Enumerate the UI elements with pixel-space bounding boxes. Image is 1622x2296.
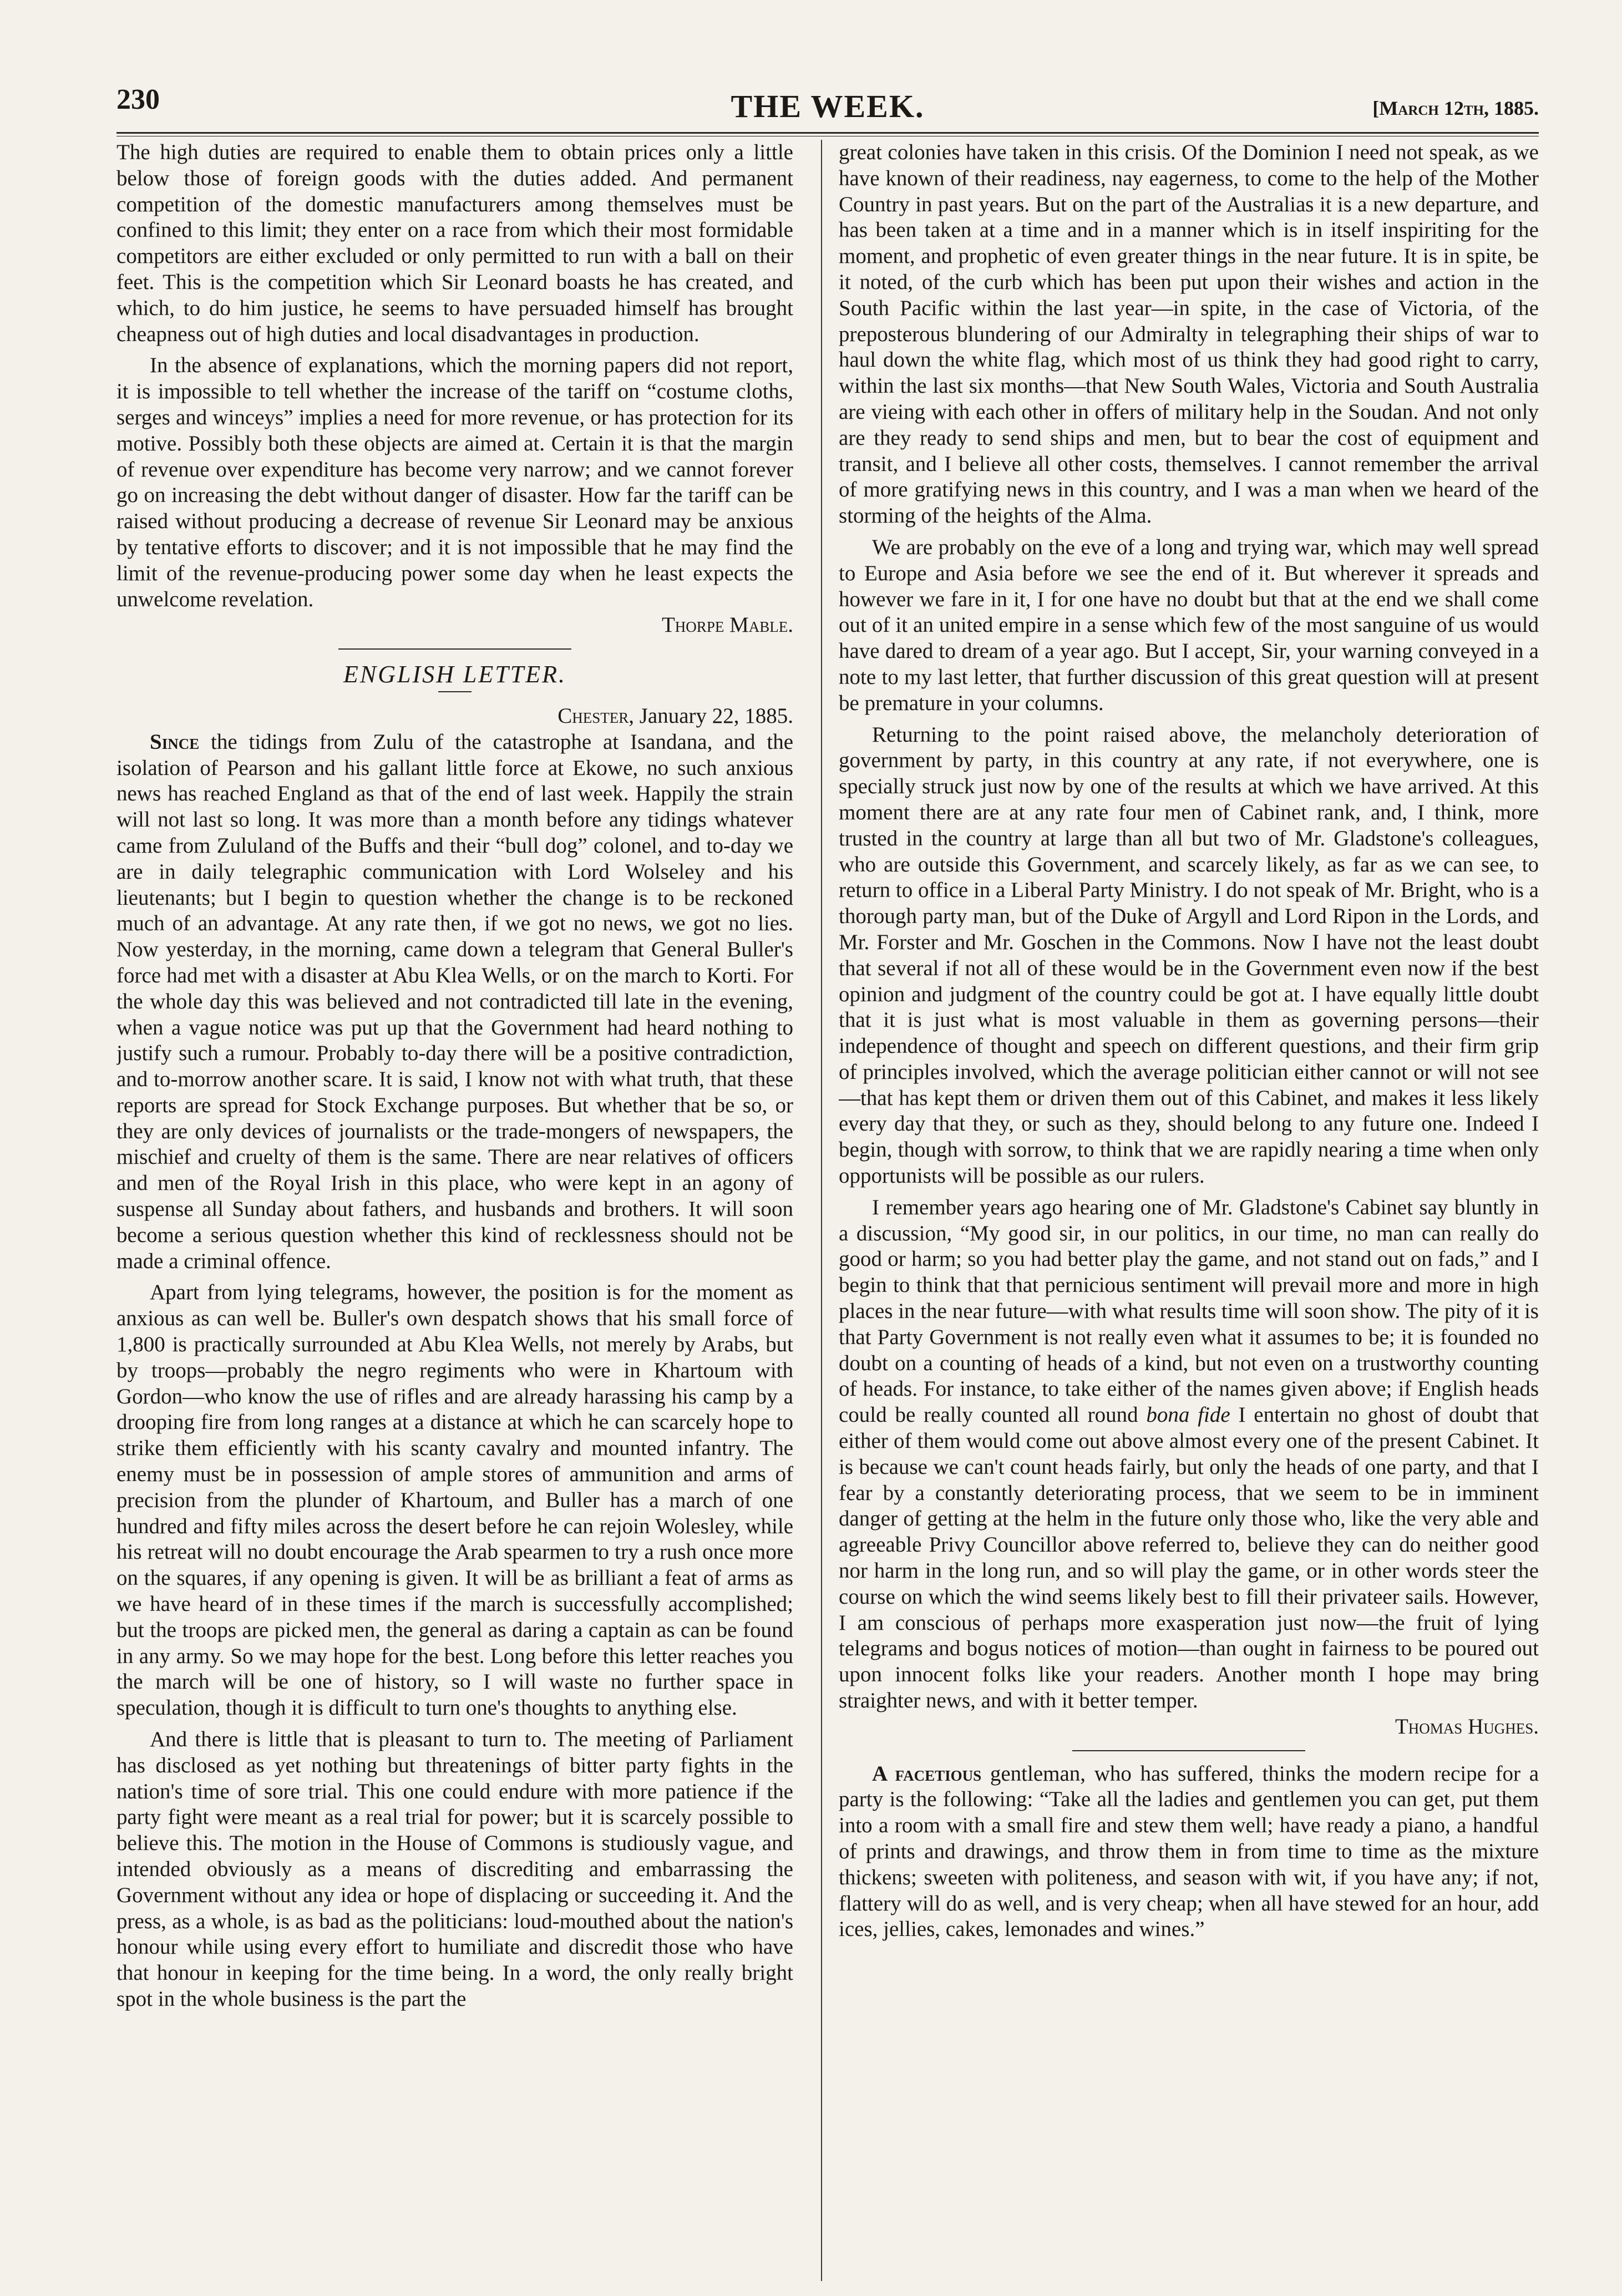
article-paragraph: Returning to the point raised above, the melancholy deterioration of government by party, in this country at any rate, if not everywhere, one is specially struck just now by one of the results at which we have arrived. At this moment there are at any rate four men of Cabinet rank, and, I think, more trusted in the country at large than all but two of Mr. Gladstone's colleagues, who are outside this Government, and scarcely likely, as far as we can see, to return to office in a Liberal Party Ministry. I do not speak of Mr. Bright, who is a thorough party man, but of the Duke of Argyll and Lord Ripon in the Lords, and Mr. Forster and Mr. Goschen in the Commons. Now I have not the least doubt that several if not all of these would be in the Government even now if the best opinion and judgment of the country could be got at. I have equally little doubt that it is just what is most valuable in them as governing persons—their independence of thought and speech on different questions, and their firm grip of principles involved, which the average politician either cannot or will not see—that has kept them or driven them out of this Cabinet, and makes it less likely every day that they, or such as they, should belong to any future one. Indeed I begin, though with sorrow, to think that we are rapidly nearing a time when only opportunists will be possible as our rulers. xyxy=(839,722,1539,1188)
header-rule xyxy=(116,132,1539,136)
article-paragraph: The high duties are required to enable them to obtain prices only a little below those of foreign goods with the duties added. And permanent competition of the domestic manufacturers among themselves must be confined to this limit; they enter on a race from which their most formidable competitors are either excluded or only permitted to run with a ball on their feet. This is the competition which Sir Leonard boasts he has created, and which, to do him justice, he seems to have persuaded himself has brought cheapness out of high duties and local disadvantages in production. xyxy=(116,140,793,346)
paragraph-text: I remember years ago hearing one of Mr. Gladstone's Cabinet say bluntly in a discussion, “My good sir, in our politics, in our time, no man can really do good or harm; so you had better play the game, and not stand out on fads,” and I begin to think that that pernicious sentiment will prevail more and more in high places in the near future—with what results time will soon show. The pity of it is that Party Government is not really even what it assumes to be; it is founded no doubt on a counting of heads of a kind, but not even on a trustworthy counting of heads. For instance, to take either of the names given above; if English heads could be really counted all round xyxy=(839,1195,1539,1427)
dateline-date: January 22, 1885. xyxy=(633,703,793,728)
lead-word: A facetious xyxy=(872,1761,982,1786)
lead-word: Since xyxy=(150,729,200,754)
article-paragraph xyxy=(839,1761,1539,1943)
article-paragraph: great colonies have taken in this crisis. Of the Dominion I need not speak, as we have known of their readiness, nay eagerness, to come to the help of the Mother Country in past years. But on the part of the Australias it is a new departure, and has been taken at a time and in a manner which is in itself inspiriting for the moment, and prophetic of even greater things in the near future. It is in spite, be it noted, of the curb which has been put upon their wishes and action in the South Pacific within the last year—in spite, in the case of Victoria, of the preposterous blundering of our Admiralty in telegraphing their ships of war to haul down the white flag, which most of us think they had good right to carry, within the last six months—that New South Wales, Victoria and South Australia are vieing with each other in offers of military help in the Soudan. And not only are they ready to send ships and men, but to bear the cost of equipment and transit, and I believe all other costs, themselves. I cannot remember the arrival of more gratifying news in this country, and I was a man when we heard of the storming of the heights of the Alma. xyxy=(839,140,1539,528)
dateline-place: Chester, xyxy=(557,703,634,728)
title-rule xyxy=(438,691,472,692)
paragraph-text: I entertain no ghost of doubt that either of them would come out above almost every one of the present Cabinet. It is because we can't count heads fairly, but only the heads of one party, and that I fear by a constantly deteriorating process, that we seem to be in imminent danger of getting at the helm in the future only those who, like the very able and agreeable Privy Councillor above referred to, believe they can do neither good nor harm in the long run, and so will play the game, or in other words steer the course on which the wind seems likely best to fill their privateer sails. However, I am conscious of perhaps more exasperation just now—the fruit of lying telegrams and bogus notices of motion—than ought in fairness to be poured out upon innocent folks like your readers. Another month I hope may bring straighter news, and with it better temper. xyxy=(839,1403,1539,1713)
article-paragraph: We are probably on the eve of a long and trying war, which may well spread to Europe and Asia before we see the end of it. But wherever it spreads and however we fare in it, I for one have no doubt but that at the end we shall come out of it an united empire in a sense which few of the most sanguine of us would have dared to dream of a year ago. But I accept, Sir, your warning conveyed in a note to my last letter, that further discussion of this great question will at present be premature in your columns. xyxy=(839,535,1539,715)
page-header xyxy=(116,83,1539,128)
masthead-title: THE WEEK. xyxy=(731,88,925,124)
article-paragraph: Apart from lying telegrams, however, the position is for the moment as anxious as can well be. Buller's own despatch shows that his small force of 1,800 is practically surrounded at Abu Klea Wells, not merely by Arabs, but by troops—probably the negro regiments who were in Khartoum with Gordon—who know the use of rifles and are already harassing his camp by a drooping fire from long ranges at a distance at which he can scarcely hope to strike them efficiently with his scanty cavalry and mounted infantry. The enemy must be in possession of ample stores of ammunition and arms of precision from the plunder of Khartoum, and Buller has a march of one hundred and fifty miles across the desert before he can rejoin Wolesley, while his retreat will no doubt encourage the Arab spearmen to try a rush once more on the squares, if any opening is given. It will be as brilliant a feat of arms as we have heard of in these times if the march is successfully accomplished; but the troops are picked men, the general as daring a captain as can be found in any army. So we may hope for the best. Long before this letter reaches you the march will be one of history, so I will waste no further space in speculation, though it is difficult to turn one's thoughts to anything else. xyxy=(116,1280,793,1720)
paragraph-text: gentleman, who has suffered, thinks the modern recipe for a party is the following: “Take all the ladies and gentlemen you can get, put them into a room with a small fire and stew them well; have ready a piano, a handful of prints and drawings, and throw them in from time to time as the mixture thickens; sweeten with politeness, and season with wit, if you have any; if not, flattery will do as well, and is very cheap; when all have stewed for an hour, add ices, jellies, cakes, lemonades and wines.” xyxy=(839,1761,1539,1942)
author-signature: Thomas Hughes. xyxy=(1395,1714,1539,1739)
section-separator xyxy=(338,648,571,650)
page-number: 230 xyxy=(116,84,160,115)
article-paragraph: In the absence of explanations, which the morning papers did not report, it is impossible to tell whether the increase of the tariff on “costume cloths, serges and winceys” implies a need for more revenue, or has protection for its motive. Possibly both these objects are aimed at. Certain it is that the margin of revenue over expenditure has become very narrow; and we cannot forever go on increasing the debt without danger of disaster. How far the tariff can be raised without producing a decrease of revenue Sir Leonard may be anxious by tentative efforts to discover; and it is not impossible that he may find the limit of the revenue-producing power some day when he least expects the unwelcome revelation. xyxy=(116,353,793,611)
right-column xyxy=(839,140,1539,2275)
section-title: ENGLISH LETTER. xyxy=(343,661,566,688)
column-divider xyxy=(821,140,822,2281)
issue-date: [March 12th, 1885. xyxy=(1372,97,1539,119)
paragraph-text: the tidings from Zulu of the catastrophe at Isandana, and the isolation of Pearson and his gallant little force at Ekowe, no such anxious news has reached England as that of the end of last week. Happily the strain will not last so long. It was more than a month before any tidings whatever came from Zululand of the Buffs and their “bull dog” colonel, and to-day we are in daily telegraphic communication with Lord Wolseley and his lieutenants; but I begin to question whether the change is to be reckoned much of an advantage. At any rate then, if we got no news, we got no lies. Now yesterday, in the morning, came down a telegram that General Buller's force had met with a disaster at Abu Klea Wells, or on the march to Korti. For the whole day this was believed and not contradicted till late in the evening, when a vague notice was put up that the Government had heard nothing to justify such a rumour. Probably to-day there will be a positive contradiction, and to-morrow another scare. It is said, I know not with what truth, that these reports are spread for Stock Exchange purposes. But whether that be so, or they are only devices of journalists or the trade-mongers of newspapers, the mischief and cruelty of them is the same. There are near relatives of officers and men of the Royal Irish in this place, who were kept in an agony of suspense all Sunday about fathers, and husbands and brothers. It will soon become a serious question whether this kind of recklessness should not be made a criminal offence. xyxy=(116,729,793,1273)
italic-phrase: bona fide xyxy=(1146,1403,1230,1427)
article-paragraph xyxy=(839,1195,1539,1714)
article-paragraph: And there is little that is pleasant to turn to. The meeting of Parliament has disclosed as yet nothing but threatenings of bitter party fights in the nation's time of sore trial. This one could endure with more patience if the party fight were meant as a real trial for power; but it is scarcely possible to believe this. The motion in the House of Commons is studiously vague, and intended obviously as a means of discrediting and embarrassing the Government without any idea or hope of displacing or succeeding it. And the press, as a whole, is as bad as the politicians: loud-mouthed about the nation's honour while using every effort to humiliate and discredit those who have that honour in keeping for the time being. In a word, the only really bright spot in the whole business is the part the xyxy=(116,1727,793,2011)
author-signature: Thorpe Mable. xyxy=(661,613,793,637)
dateline xyxy=(116,703,793,729)
article-paragraph xyxy=(116,729,793,1275)
section-separator xyxy=(1072,1750,1305,1751)
left-column xyxy=(116,140,793,2275)
